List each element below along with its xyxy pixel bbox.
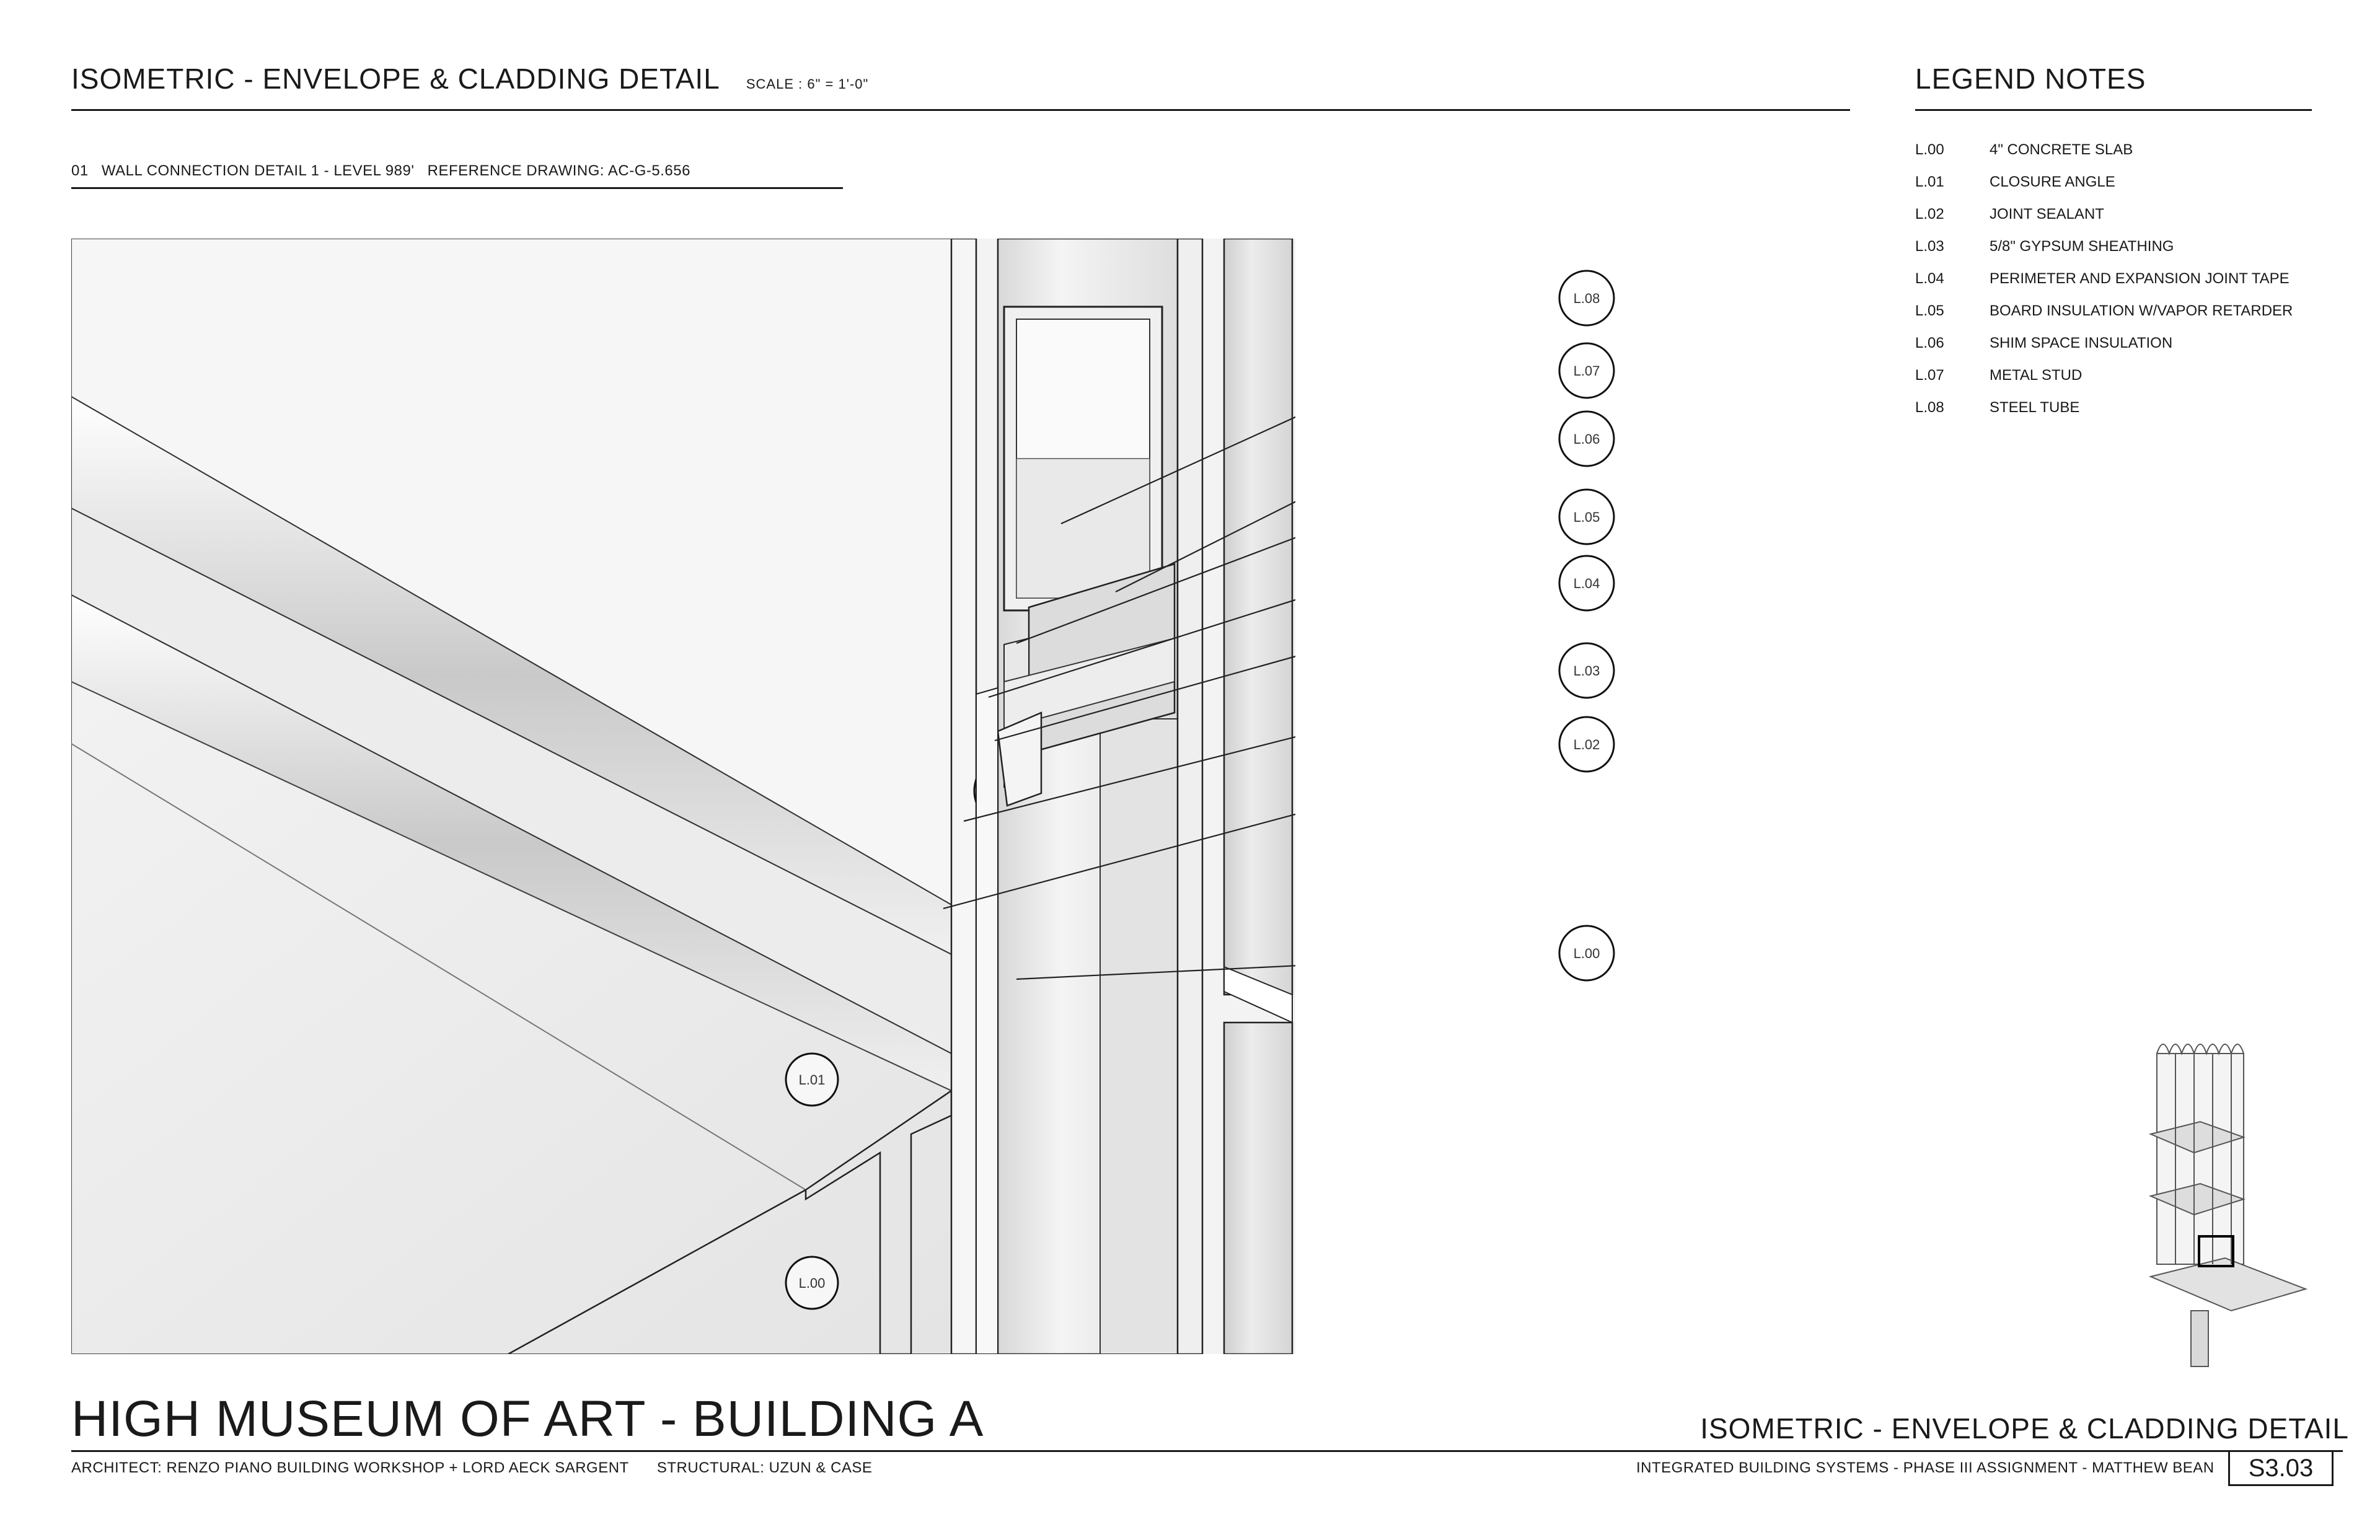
cladding-panel-lower	[1224, 1023, 1292, 1354]
legend-label: STEEL TUBE	[1990, 399, 2080, 416]
legend-code: L.08	[1915, 399, 1944, 416]
legend-code: L.03	[1915, 238, 1944, 255]
callout-label-l05: L.05	[1573, 509, 1600, 525]
legend-label: PERIMETER AND EXPANSION JOINT TAPE	[1990, 270, 2290, 287]
callout-label-l00-right: L.00	[1573, 946, 1600, 961]
column-face-left	[951, 239, 976, 1354]
cladding-panel-upper	[1224, 239, 1292, 995]
legend-code: L.04	[1915, 270, 1944, 287]
key-plan-column	[2191, 1311, 2208, 1366]
legend-label: JOINT SEALANT	[1990, 206, 2104, 222]
sheet-title: ISOMETRIC - ENVELOPE & CLADDING DETAIL	[1700, 1412, 2349, 1445]
legend-code: L.02	[1915, 206, 1944, 222]
legend-label: BOARD INSULATION W/VAPOR RETARDER	[1990, 302, 2293, 319]
legend-code: L.07	[1915, 367, 1944, 384]
callout-label-l04: L.04	[1573, 576, 1600, 591]
legend-label: 4" CONCRETE SLAB	[1990, 141, 2133, 158]
detail-number: 01	[71, 162, 89, 179]
project-credits	[71, 1459, 896, 1477]
callout-label-l02: L.02	[1573, 737, 1600, 752]
legend-code: L.06	[1915, 335, 1944, 351]
legend-label: CLOSURE ANGLE	[1990, 174, 2115, 190]
column-face-outer	[1178, 239, 1202, 1354]
callout-label-l07: L.07	[1573, 363, 1600, 379]
column-face-inner	[1100, 719, 1178, 1354]
architect-credit: ARCHITECT: RENZO PIANO BUILDING WORKSHOP + LORD AECK SARGENT	[71, 1459, 629, 1476]
reference-drawing: REFERENCE DRAWING: AC-G-5.656	[427, 162, 690, 179]
drawing-title-text: ISOMETRIC - ENVELOPE & CLADDING DETAIL	[71, 63, 720, 95]
legend-label: METAL STUD	[1990, 367, 2082, 384]
legend-title: LEGEND NOTES	[1915, 63, 2146, 95]
legend-code: L.00	[1915, 141, 1944, 158]
key-plan-thumbnail	[2132, 1029, 2312, 1376]
assignment-credit: INTEGRATED BUILDING SYSTEMS - PHASE III ASSIGNMENT - MATTHEW BEAN	[1636, 1459, 2215, 1476]
legend-code: L.05	[1915, 302, 1944, 319]
footer-rule	[71, 1450, 2343, 1452]
drawing-scale: SCALE : 6" = 1'-0"	[746, 76, 869, 92]
project-title: HIGH MUSEUM OF ART - BUILDING A	[71, 1391, 984, 1447]
callout-label-l03: L.03	[1573, 663, 1600, 679]
structural-credit: STRUCTURAL: UZUN & CASE	[656, 1459, 873, 1476]
detail-name: WALL CONNECTION DETAIL 1 - LEVEL 989'	[101, 162, 415, 179]
key-plan-roof-fins	[2157, 1044, 2244, 1054]
legend-label: SHIM SPACE INSULATION	[1990, 335, 2173, 351]
legend-code: L.01	[1915, 174, 1944, 190]
callout-label-l01: L.01	[798, 1072, 826, 1088]
callout-label-l08: L.08	[1573, 291, 1600, 306]
callout-label-l06: L.06	[1573, 431, 1600, 447]
sheet-number: S3.03	[2228, 1450, 2334, 1486]
callout-label-l00-left: L.00	[798, 1275, 826, 1291]
legend-label: 5/8" GYPSUM SHEATHING	[1990, 238, 2174, 255]
gypsum-sheathing	[976, 688, 998, 1354]
